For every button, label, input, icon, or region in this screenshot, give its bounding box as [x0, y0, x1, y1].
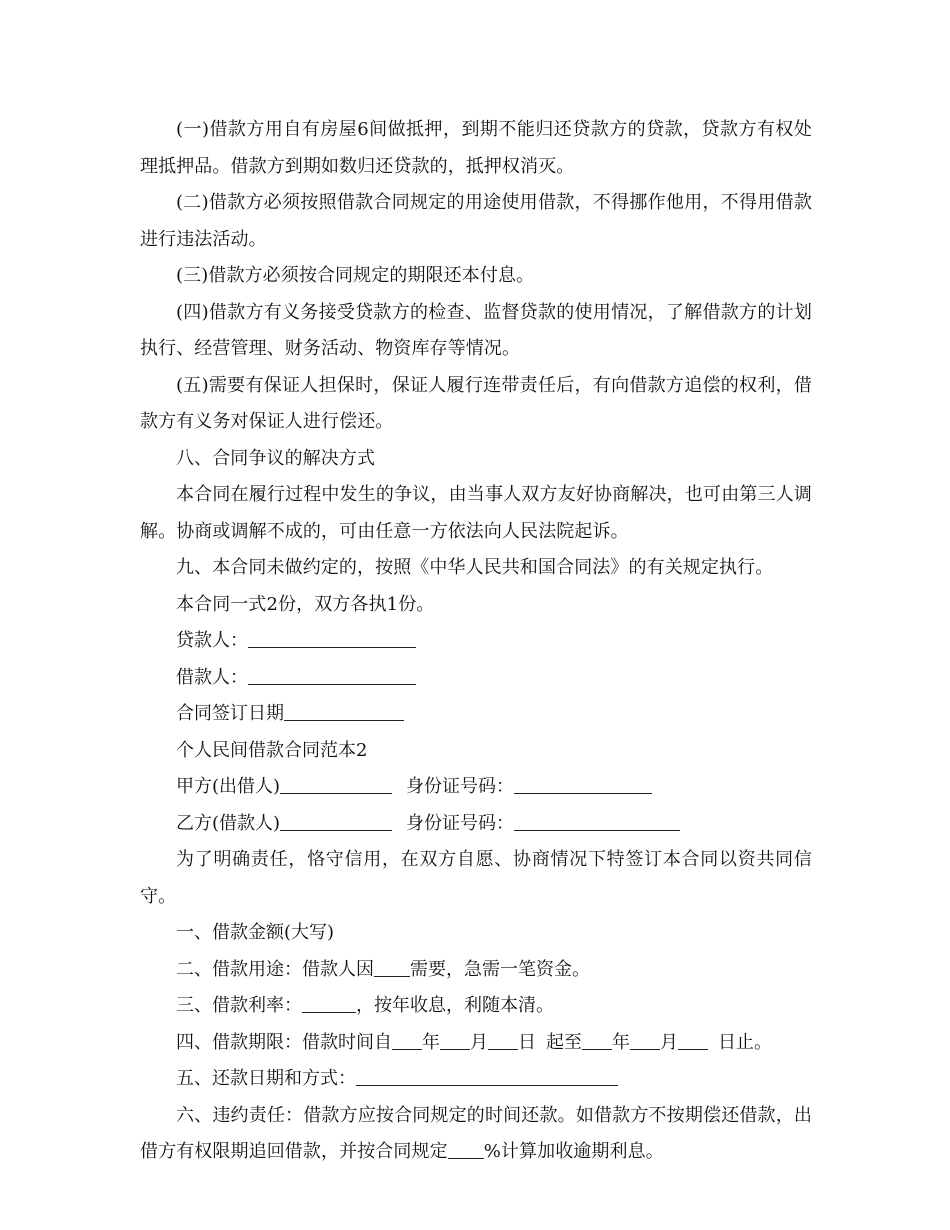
- item-purpose-text-a: 二、借款用途：借款人因: [176, 958, 374, 980]
- party-a-label: 甲方(出借人): [176, 776, 281, 797]
- repayment-blank[interactable]: [356, 1067, 618, 1086]
- end-month-blank[interactable]: [630, 1031, 660, 1050]
- document-body: [140, 112, 812, 1171]
- item-purpose-text-b: 需要，急需一笔资金。: [410, 958, 590, 980]
- item-repayment-text: 五、还款日期和方式：: [176, 1068, 356, 1089]
- copies-text: 本合同一式2份，双方各执1份。: [176, 593, 435, 615]
- start-year-blank[interactable]: [392, 1031, 422, 1050]
- item-term-text: 四、借款期限：借款时间自: [176, 1031, 392, 1053]
- party-a-line: [140, 769, 812, 806]
- item-liability-text-a: 六、违约责任：借款方应按合同规定的时间还款。如借款方不按期偿还借款，出借方有权限期追回借款，并按合同规定: [140, 1104, 812, 1162]
- section-nine: 九、本合同未做约定的，按照《中华人民共和国合同法》的有关规定执行。: [176, 557, 774, 578]
- party-b-id-label: 身份证号码：: [406, 812, 515, 834]
- rate-blank[interactable]: [302, 994, 356, 1013]
- sign-date-label: 合同签订日期: [176, 703, 284, 724]
- borrower-blank[interactable]: [248, 666, 416, 685]
- until-label: 起至: [546, 1031, 582, 1053]
- day-label-1: 日: [518, 1031, 536, 1053]
- party-a-id-label: 身份证号码：: [406, 776, 515, 797]
- borrower-signature-line: [140, 660, 812, 697]
- party-a-id-blank[interactable]: [514, 775, 652, 794]
- party-b-id-blank[interactable]: [514, 812, 680, 831]
- section-heading-dispute: 八、合同争议的解决方式: [176, 447, 376, 469]
- item-liability-text-b: %计算加收逾期利息。: [483, 1141, 664, 1162]
- clause-5: (五)需要有保证人担保时，保证人履行连带责任后，有向借款方追偿的权利，借款方有义务对保证人进行偿还。: [140, 374, 812, 432]
- year-label-2: 年: [612, 1031, 630, 1053]
- sign-date-blank[interactable]: [284, 702, 404, 721]
- template2-title: 个人民间借款合同范本2: [176, 739, 368, 761]
- dispute-text: 本合同在履行过程中发生的争议，由当事人双方友好协商解决，也可由第三人调解。协商或调解不成的，可由任意一方依法向人民法院起诉。: [140, 484, 812, 542]
- start-month-blank[interactable]: [440, 1031, 470, 1050]
- start-day-blank[interactable]: [488, 1031, 518, 1050]
- end-year-blank[interactable]: [582, 1031, 612, 1050]
- item-rate-text-b: ，按年收息，利随本清。: [356, 995, 554, 1016]
- clause-4: (四)借款方有义务接受贷款方的检查、监督贷款的使用情况，了解借款方的计划执行、经营管理、财务活动、物资库存等情况。: [140, 301, 812, 359]
- party-a-blank[interactable]: [280, 775, 392, 794]
- sign-date-line: [140, 696, 812, 733]
- lender-blank[interactable]: [248, 629, 416, 648]
- month-label-2: 月: [660, 1031, 678, 1053]
- borrower-label: 借款人：: [176, 666, 248, 688]
- item-purpose: [140, 952, 812, 989]
- year-label-1: 年: [422, 1031, 440, 1053]
- clause-2: (二)借款方必须按照借款合同规定的用途使用借款，不得挪作他用，不得用借款进行违法活动。: [140, 192, 812, 250]
- end-day-blank[interactable]: [678, 1031, 708, 1050]
- penalty-rate-blank[interactable]: [448, 1140, 484, 1159]
- lender-signature-line: [140, 623, 812, 660]
- item-repayment: [140, 1061, 812, 1098]
- purpose-blank[interactable]: [374, 958, 410, 977]
- item-term: [140, 1025, 812, 1062]
- party-b-blank[interactable]: [280, 812, 392, 831]
- day-end-label: 日止。: [718, 1031, 772, 1053]
- party-b-label: 乙方(借款人): [176, 812, 281, 834]
- party-b-line: [140, 806, 812, 843]
- lender-label: 贷款人：: [176, 630, 248, 651]
- clause-1: (一)借款方用自有房屋6间做抵押，到期不能归还贷款方的贷款，贷款方有权处理抵押品。借款方到期如数归还贷款的，抵押权消灭。: [140, 119, 812, 177]
- item-rate: [140, 988, 812, 1025]
- item-liability: [140, 1098, 812, 1171]
- month-label-1: 月: [470, 1031, 488, 1053]
- item-amount: 一、借款金额(大写): [176, 922, 335, 943]
- item-rate-text-a: 三、借款利率：: [176, 995, 302, 1016]
- clause-3: (三)借款方必须按合同规定的期限还本付息。: [176, 265, 535, 286]
- template2-intro: 为了明确责任，恪守信用，在双方自愿、协商情况下特签订本合同以资共同信守。: [140, 849, 812, 907]
